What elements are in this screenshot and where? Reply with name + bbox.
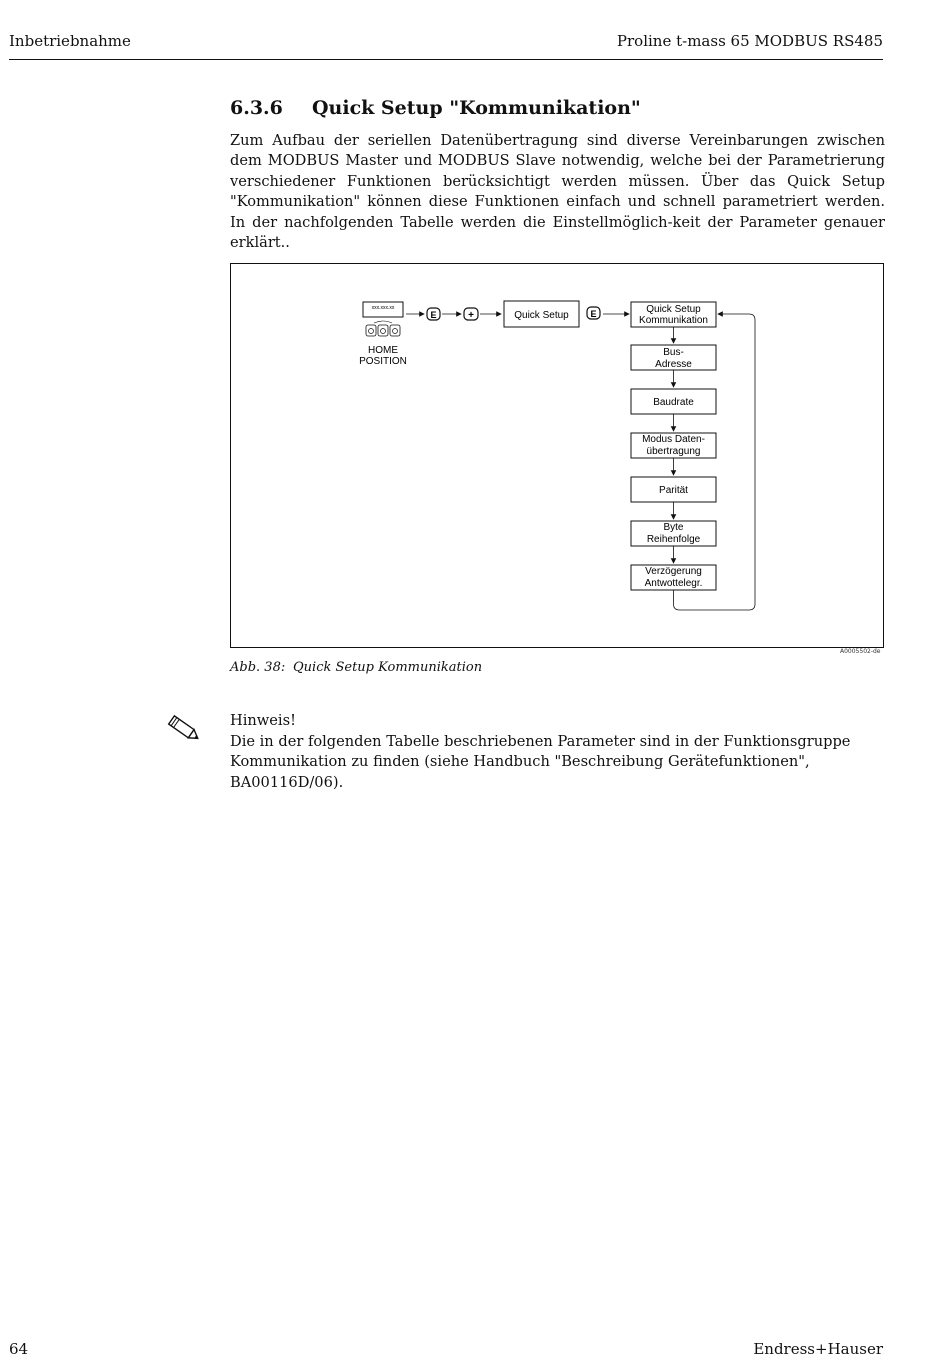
- e-key-label: E: [430, 310, 437, 320]
- step-1: [631, 345, 716, 370]
- step-3-line2: übertragung: [646, 446, 701, 457]
- step-6: [631, 565, 716, 590]
- header-section: Inbetriebnahme: [9, 32, 131, 50]
- step-0-line1: Quick Setup: [646, 304, 701, 315]
- note-title: Hinweis!: [230, 712, 296, 729]
- step-0: [631, 302, 716, 327]
- section-number: 6.3.6: [230, 97, 283, 119]
- e-key-icon: [587, 307, 600, 319]
- flow-diagram-svg: [231, 264, 883, 647]
- home-label-line2: POSITION: [359, 356, 407, 367]
- note-text: Die in der folgenden Tabelle beschriebenen Parameter sind in der Funktionsgruppe Kommunikation zu finden (siehe Handbuch "Beschreibung Gerätefunktionen", BA00116D/06).: [230, 733, 851, 791]
- caption-text: Quick Setup Kommunikation: [293, 660, 483, 675]
- step-0-line2: Kommunikation: [639, 315, 708, 326]
- e-key-label: E: [590, 309, 597, 319]
- local-display-icon: [363, 302, 403, 336]
- step-4-line1: Parität: [659, 485, 688, 496]
- figure-id: A0005502-de: [840, 648, 881, 655]
- section-heading: [230, 97, 641, 119]
- quick-setup-label: Quick Setup: [514, 310, 569, 321]
- display-text: xxx.xxx.xx: [371, 305, 395, 311]
- page-number: 64: [9, 1340, 29, 1358]
- step-6-line1: Verzögerung: [645, 566, 702, 577]
- plus-key-label: +: [468, 310, 474, 321]
- step-2: [631, 389, 716, 414]
- step-1-line2: Adresse: [655, 359, 692, 370]
- step-3: [631, 433, 716, 458]
- step-4: [631, 477, 716, 502]
- header-product: Proline t-mass 65 MODBUS RS485: [616, 32, 883, 50]
- pencil-icon: [163, 708, 203, 748]
- step-5: [631, 521, 716, 546]
- footer-brand: Endress+Hauser: [753, 1340, 883, 1358]
- step-1-line1: Bus-: [663, 347, 684, 358]
- e-key-icon: [427, 308, 440, 320]
- caption-label: Abb. 38:: [230, 660, 286, 675]
- flow-diagram: [230, 263, 884, 648]
- section-title: Quick Setup "Kommunikation": [312, 97, 641, 119]
- plus-key-icon: [464, 308, 478, 321]
- figure-caption: [230, 660, 482, 675]
- header-rule: [9, 59, 883, 60]
- home-label-line1: HOME: [368, 345, 398, 356]
- intro-paragraph: Zum Aufbau der seriellen Datenübertragung sind diverse Vereinbarungen zwischen dem MODBUS Master und MODBUS Slave notwendig, welche bei der Parametrierung verschiedener Funktionen berücksichtigt werden müssen. Über das Quick Setup "Kommunikation" können diese Funktionen einfach und schnell parametriert werden. In der nachfolgenden Tabelle werden die Einstellmöglich-keit der Parameter genauer erklärt..: [230, 132, 885, 252]
- step-3-line1: Modus Daten-: [642, 434, 705, 445]
- step-2-line1: Baudrate: [653, 397, 694, 408]
- step-6-line2: Antwottelegr.: [644, 578, 703, 589]
- step-5-line1: Byte: [663, 522, 684, 533]
- step-5-line2: Reihenfolge: [646, 534, 701, 545]
